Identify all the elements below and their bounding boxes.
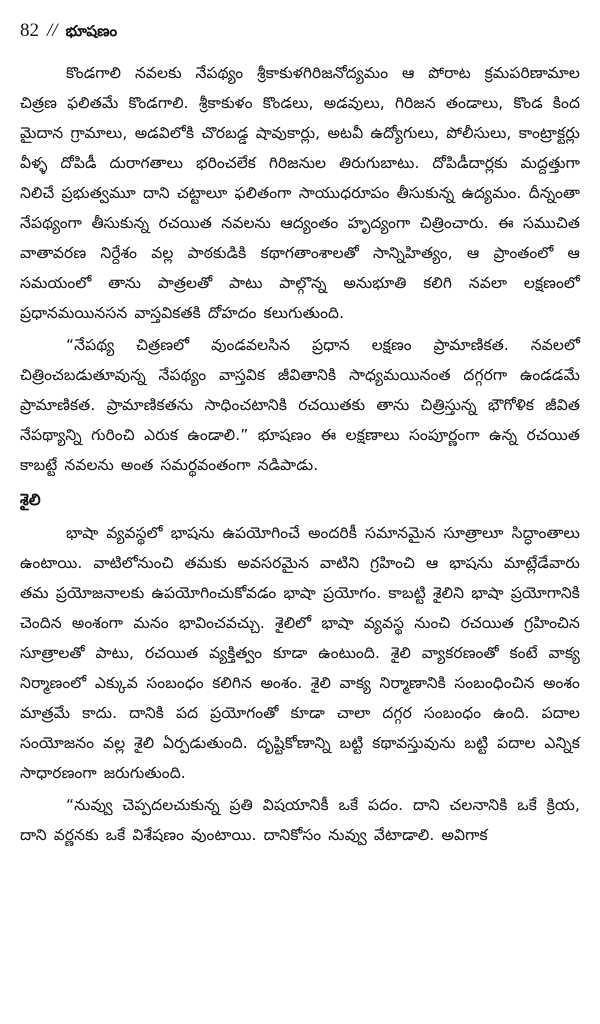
header-separator: // bbox=[47, 20, 58, 41]
page-body bbox=[20, 58, 580, 850]
page-number: 82 bbox=[20, 20, 39, 41]
paragraph-style-definition: భాషా వ్యవస్థలో భాషను ఉపయోగించే అందరికీ సమానమైన సూత్రాలూ సిద్ధాంతాలు ఉంటాయి. వాటిలోనుంచి తమకు అవసరమైన వాటిని గ్రహించి ఆ భాషను మాట్లేడేవారు తమ ప్రయోజనాలకు ఉపయోగించుకోవడం భాషా ప్రయోగం. కాబట్టి శైలిని భాషా ప్రయోగానికి చెందిన అంశంగా మనం భావించవచ్చు. శైలిలో భాషా వ్యవస్థ నుంచి రచయిత గ్రహించిన సూత్రాలతో పాటు, రచయిత వ్యక్తిత్వం కూడా ఉంటుంది. శైలి వ్యాకరణంతో కంటే వాక్య నిర్మాణంలో ఎక్కువ సంబంధం కలిగిన అంశం. శైలి వాక్య నిర్మాణానికి సంబంధించిన అంశం మాత్రమే కాదు. దానికి పద ప్రయోగంతో కూడా చాలా దగ్గర సంబంధం ఉంది. పదాల సంయోజనం వల్ల శైలి ఏర్పడుతుంది. దృష్టికోణాన్ని బట్టి కథావస్తువును బట్టి పదాల ఎన్నిక సాధారణంగా జరుగుతుంది. bbox=[20, 524, 580, 782]
book-title: భూషణం bbox=[65, 22, 118, 40]
section-heading-style: శైలి bbox=[20, 490, 41, 509]
paragraph-quote-word-choice: “నువ్వు చెప్పదలచుకున్న ప్రతి విషయానికీ ఒకే పదం. దాని చలనానికి ఒకే క్రియ, దాని వర్ణనకు ఒకే విశేషణం వుంటాయి. దానికోసం నువ్వు వేటాడాలి. అవిగాక bbox=[20, 796, 580, 844]
paragraph-quote-authenticity: “నేపథ్య చిత్రణలో వుండవలసిన ప్రధాన లక్షణం ప్రామాణికత. నవలలో చిత్రించబడుతూవున్న నేపథ్యం వాస్తవిక జీవితానికి సాధ్యమయినంత దగ్గరగా ఉండడమే ప్రామాణికత. ప్రామాణికతను సాధించటానికి రచయితకు తాను చిత్రిస్తున్న భౌగోళిక జీవిత నేపథ్యాన్ని గురించి ఎరుక ఉండాలి.” భూషణం ఈ లక్షణాలు సంపూర్ణంగా ఉన్న రచయిత కాబట్టే నవలను అంత సమర్థవంతంగా నడిపాడు. bbox=[20, 336, 580, 474]
paragraph-background: కొండగాలి నవలకు నేపథ్యం శ్రీకాకుళగిరిజనోద్యమం ఆ పోరాట క్రమపరిణామాల చిత్రణ ఫలితమే కొండగాలి. శ్రీకాకుళం కొండలు, అడవులు, గిరిజన తండాలు, కొండ కింద మైదాన గ్రామాలు, అడవిలోకి చొరబడ్డ షావుకార్లు, అటవీ ఉద్యోగులు, పోలీసులు, కాంట్రాక్టర్లు వీళ్ళ దోపిడీ దురాగతాలు భరించలేక గిరిజనుల తిరుగుబాటు. దోపిడీదార్లకు మద్దత్తుగా నిలిచే ప్రభుత్వమూ దాని చట్టాలూ ఫలితంగా సాయుధరూపం తీసుకున్న ఉద్యమం. దీన్నంతా నేపథ్యంగా తీసుకున్న రచయిత నవలను ఆద్యంతం హృద్యంగా చిత్రించారు. ఈ సముచిత వాతావరణ నిర్దేశం వల్ల పాఠకుడికి కథాగతాంశాలతో సాన్నిహిత్యం, ఆ ప్రాంతంలో ఆ సమయంలో తాను పాత్రలతో పాటు పాల్గొన్న అనుభూతి కలిగి నవలా లక్షణంలో ప్రధానమయినసన వాస్తవికతకి దోహదం కలుగుతుంది. bbox=[20, 64, 580, 322]
running-header bbox=[20, 20, 580, 58]
